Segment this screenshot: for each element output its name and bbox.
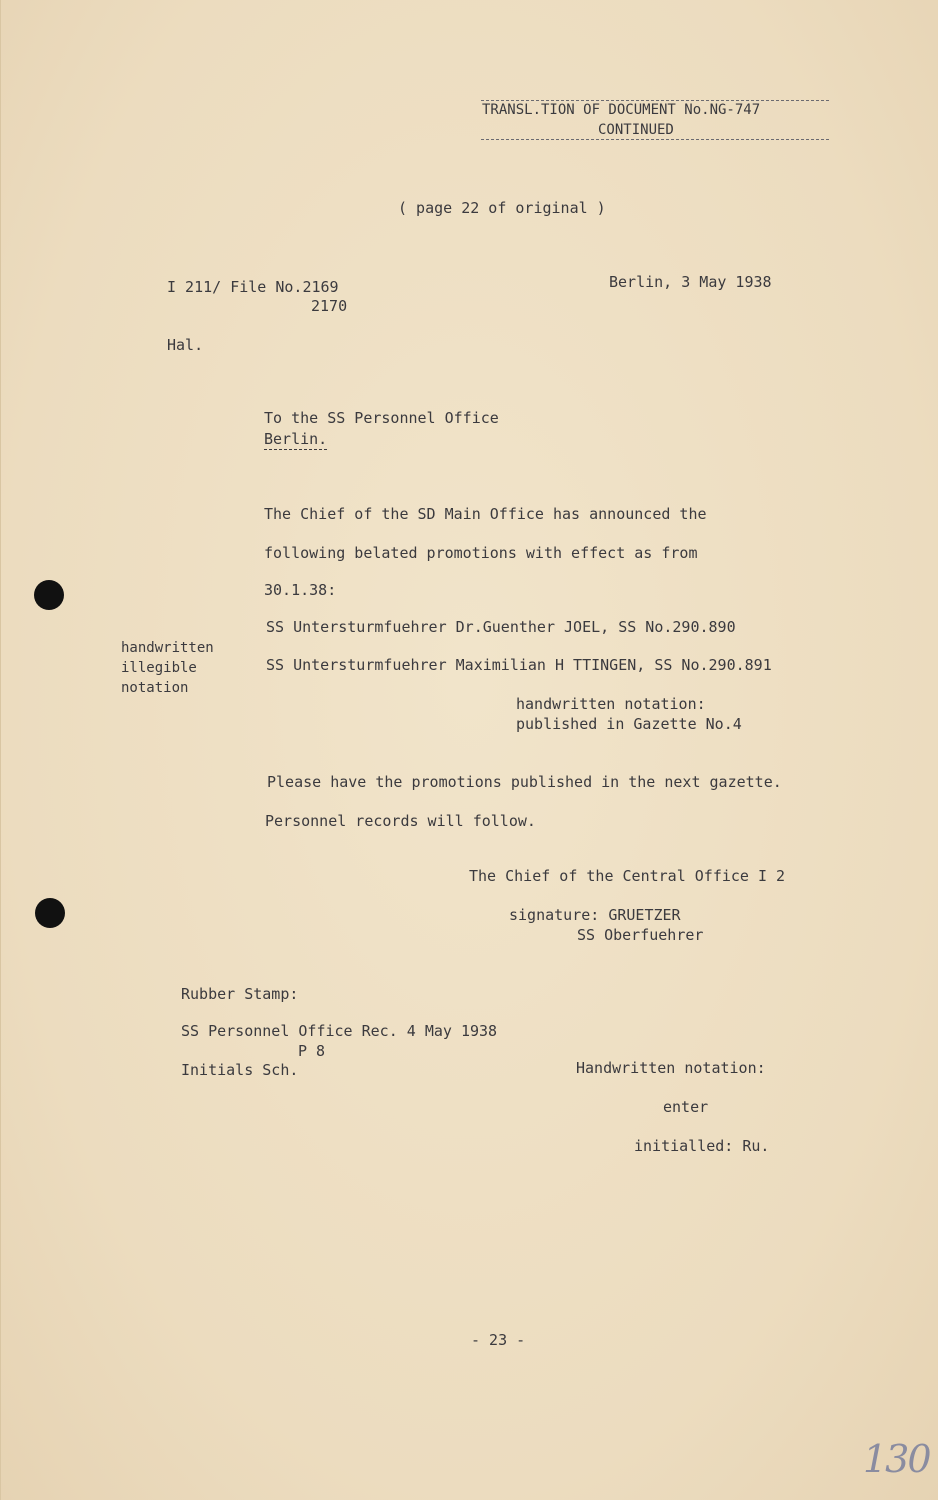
- body-paragraph-line: The Chief of the SD Main Office has announced the: [264, 505, 707, 523]
- addressee-city: [264, 430, 327, 449]
- bottom-note: Handwritten notation:: [576, 1059, 766, 1077]
- signatory-rank: SS Oberfuehrer: [577, 926, 704, 944]
- document-title: TRANSL.TION OF DOCUMENT No.NG-747: [482, 102, 761, 118]
- addressee-line: To the SS Personnel Office: [264, 409, 499, 427]
- file-reference-second: 2170: [311, 297, 348, 315]
- promotion-entry: SS Untersturmfuehrer Maximilian H TTINGEN, SS No.290.891: [266, 656, 772, 674]
- records-note: Personnel records will follow.: [265, 812, 536, 830]
- bottom-note: initialled: Ru.: [634, 1137, 770, 1155]
- punch-hole: [34, 580, 64, 610]
- handwritten-note: handwritten notation:: [516, 695, 706, 713]
- stamp-label: Rubber Stamp:: [181, 985, 299, 1003]
- file-reference: I 211/ File No.2169: [167, 278, 339, 296]
- promotion-entry: SS Untersturmfuehrer Dr.Guenther JOEL, SS No.290.890: [266, 618, 736, 636]
- signatory-title: The Chief of the Central Office I 2: [469, 867, 786, 885]
- publish-request: Please have the promotions published in the next gazette.: [267, 773, 782, 791]
- sender-initials: Hal.: [167, 336, 204, 354]
- corner-mark: 130: [863, 1437, 930, 1481]
- punch-hole: [35, 898, 65, 928]
- addressee-city-text: Berlin.: [264, 430, 328, 448]
- stamp-line: Initials Sch.: [181, 1061, 299, 1079]
- letter-date: Berlin, 3 May 1938: [609, 273, 772, 291]
- stamp-line: SS Personnel Office Rec. 4 May 1938: [181, 1022, 498, 1040]
- page-number: - 23 -: [471, 1331, 526, 1349]
- handwritten-note: published in Gazette No.4: [516, 715, 742, 733]
- page-reference: ( page 22 of original ): [398, 199, 606, 217]
- signature-line: signature: GRUETZER: [509, 906, 681, 924]
- document-subtitle: CONTINUED: [598, 122, 674, 138]
- margin-note: handwritten: [121, 640, 214, 656]
- margin-note: illegible: [121, 660, 197, 676]
- margin-note: notation: [121, 680, 189, 696]
- bottom-note: enter: [663, 1098, 709, 1116]
- body-paragraph-line: following belated promotions with effect as from: [264, 544, 698, 562]
- header-bottom-rule: [481, 139, 829, 140]
- stamp-line: P 8: [298, 1042, 326, 1060]
- body-paragraph-line: 30.1.38:: [264, 581, 337, 599]
